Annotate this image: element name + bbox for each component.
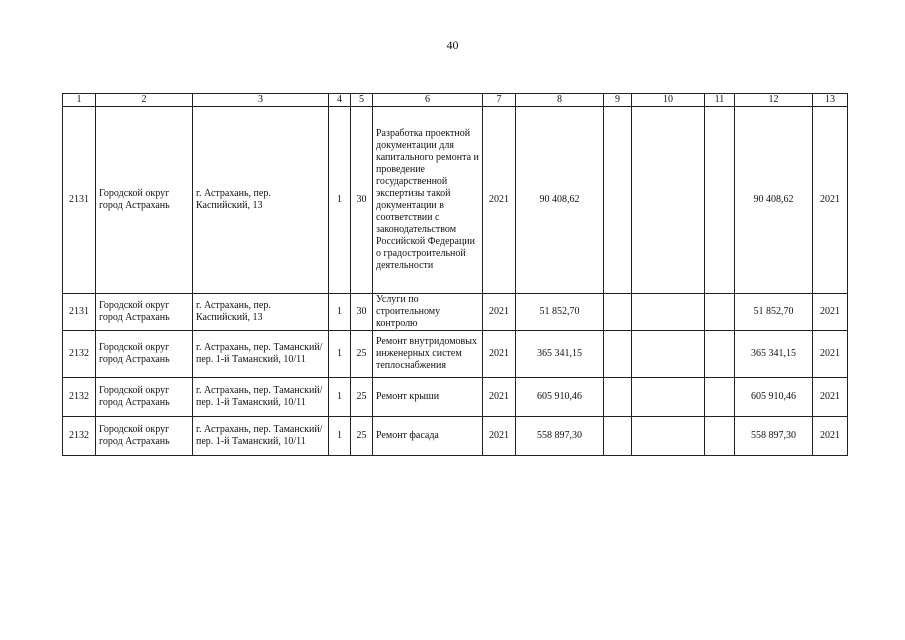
cost-cell: 558 897,30: [516, 417, 604, 456]
cost-cell: 90 408,62: [516, 107, 604, 294]
column-header: 13: [813, 94, 848, 107]
col10-cell: [632, 331, 705, 378]
end-year-cell: 2021: [813, 378, 848, 417]
column-header: 2: [96, 94, 193, 107]
end-year-cell: 2021: [813, 107, 848, 294]
cost-cell: 51 852,70: [516, 294, 604, 331]
municipality-cell: Городской округ город Астрахань: [96, 378, 193, 417]
municipality-cell: Городской округ город Астрахань: [96, 107, 193, 294]
column-header: 7: [483, 94, 516, 107]
end-year-cell: 2021: [813, 294, 848, 331]
col4-cell: 1: [329, 378, 351, 417]
total-cell: 605 910,46: [735, 378, 813, 417]
table-row: [63, 294, 848, 331]
address-cell: г. Астрахань, пер. Таманский/пер. 1-й Таманский, 10/11: [193, 378, 329, 417]
work-type-cell: Ремонт крыши: [373, 378, 483, 417]
row-number: 2131: [63, 294, 96, 331]
address-cell: г. Астрахань, пер. Каспийский, 13: [193, 294, 329, 331]
municipality-cell: Городской округ город Астрахань: [96, 294, 193, 331]
page-number: 40: [446, 38, 459, 52]
year-cell: 2021: [483, 331, 516, 378]
col5-cell: 30: [351, 294, 373, 331]
column-header: 8: [516, 94, 604, 107]
col9-cell: [604, 107, 632, 294]
col4-cell: 1: [329, 107, 351, 294]
end-year-cell: 2021: [813, 331, 848, 378]
col9-cell: [604, 294, 632, 331]
municipality-cell: Городской округ город Астрахань: [96, 331, 193, 378]
address-cell: г. Астрахань, пер. Каспийский, 13: [193, 107, 329, 294]
work-type-cell: Услуги по строительному контролю: [373, 294, 483, 331]
col5-cell: 25: [351, 378, 373, 417]
table-row: [63, 331, 848, 378]
total-cell: 558 897,30: [735, 417, 813, 456]
row-number: 2132: [63, 378, 96, 417]
column-header: 12: [735, 94, 813, 107]
column-header: 4: [329, 94, 351, 107]
col11-cell: [705, 107, 735, 294]
work-type-cell: Разработка проектной документации для капитального ремонта и проведение государственной экспертизы такой документации в соответствии с законодательством Российской Федерации о градостроительной деятельности: [373, 107, 483, 294]
col9-cell: [604, 378, 632, 417]
column-header: 10: [632, 94, 705, 107]
address-cell: г. Астрахань, пер. Таманский/пер. 1-й Таманский, 10/11: [193, 331, 329, 378]
header-row: [63, 94, 848, 107]
col9-cell: [604, 417, 632, 456]
column-header: 1: [63, 94, 96, 107]
col4-cell: 1: [329, 331, 351, 378]
municipality-cell: Городской округ город Астрахань: [96, 417, 193, 456]
cost-cell: 605 910,46: [516, 378, 604, 417]
col5-cell: 25: [351, 331, 373, 378]
total-cell: 90 408,62: [735, 107, 813, 294]
end-year-cell: 2021: [813, 417, 848, 456]
column-header: 6: [373, 94, 483, 107]
col10-cell: [632, 107, 705, 294]
row-number: 2132: [63, 331, 96, 378]
row-number: 2132: [63, 417, 96, 456]
work-type-cell: Ремонт внутридомовых инженерных систем теплоснабжения: [373, 331, 483, 378]
col10-cell: [632, 378, 705, 417]
row-number: 2131: [63, 107, 96, 294]
work-type-cell: Ремонт фасада: [373, 417, 483, 456]
col9-cell: [604, 331, 632, 378]
col11-cell: [705, 417, 735, 456]
column-header: 9: [604, 94, 632, 107]
col5-cell: 25: [351, 417, 373, 456]
col10-cell: [632, 294, 705, 331]
year-cell: 2021: [483, 294, 516, 331]
cost-cell: 365 341,15: [516, 331, 604, 378]
col5-cell: 30: [351, 107, 373, 294]
total-cell: 51 852,70: [735, 294, 813, 331]
col4-cell: 1: [329, 417, 351, 456]
column-header: 11: [705, 94, 735, 107]
total-cell: 365 341,15: [735, 331, 813, 378]
col11-cell: [705, 331, 735, 378]
column-header: 5: [351, 94, 373, 107]
address-cell: г. Астрахань, пер. Таманский/пер. 1-й Таманский, 10/11: [193, 417, 329, 456]
year-cell: 2021: [483, 107, 516, 294]
year-cell: 2021: [483, 378, 516, 417]
col4-cell: 1: [329, 294, 351, 331]
year-cell: 2021: [483, 417, 516, 456]
table-row: [63, 107, 848, 294]
capital-repair-table: [62, 93, 848, 456]
table-row: [63, 378, 848, 417]
col11-cell: [705, 378, 735, 417]
col11-cell: [705, 294, 735, 331]
column-header: 3: [193, 94, 329, 107]
table-row: [63, 417, 848, 456]
col10-cell: [632, 417, 705, 456]
